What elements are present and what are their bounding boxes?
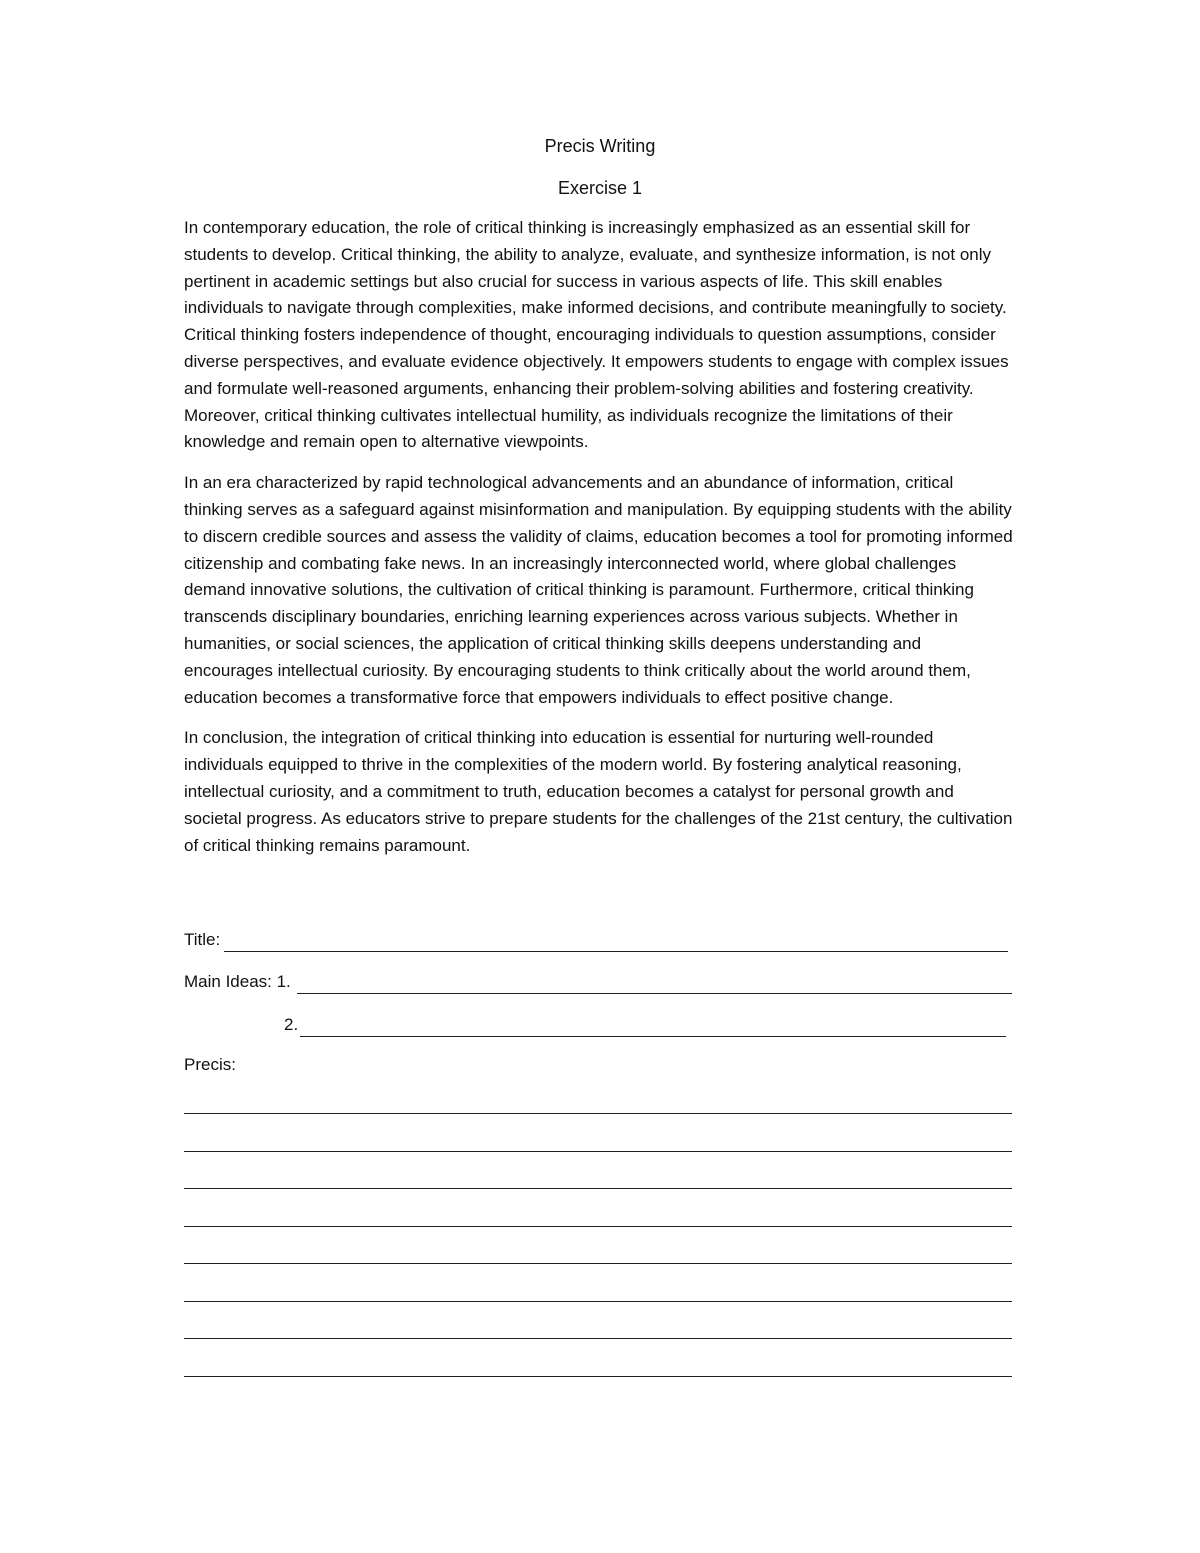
exercise-subtitle: Exercise 1 xyxy=(557,178,643,198)
precis-label: Precis: xyxy=(184,1055,236,1074)
passage-paragraph-1: In contemporary education, the role of critical thinking is increasingly emphasized as an essential skill for students to develop. Critical thinking, the ability to analyze, evaluate, and synthesize information, is not only pertinent in academic settings but also crucial for success in various aspects of life. This skill enables individuals to navigate through complexities, make informed decisions, and contribute meaningfully to society. Critical thinking fosters independence of thought, encouraging individuals to question assumptions, consider diverse perspectives, and evaluate evidence objectively. It empowers students to engage with complex issues and formulate well-reasoned arguments, enhancing their problem-solving abilities and fostering creativity. Moreover, critical thinking cultivates intellectual humility, as individuals recognize the limitations of their knowledge and remain open to alternative viewpoints. xyxy=(184,218,1009,452)
title-field xyxy=(184,928,1008,952)
title-answer-line[interactable] xyxy=(224,933,1008,952)
main-ideas-label: Main Ideas: 1. xyxy=(184,972,291,991)
precis-answer-line[interactable] xyxy=(184,1152,1012,1190)
precis-answer-line[interactable] xyxy=(184,1114,1012,1152)
title-label: Title: xyxy=(184,930,221,949)
precis-answer-line[interactable] xyxy=(184,1302,1012,1340)
main-idea-2-label: 2. xyxy=(284,1015,299,1034)
precis-answer-line[interactable] xyxy=(184,1339,1012,1377)
main-idea-1-field xyxy=(184,970,1012,994)
precis-answer-line[interactable] xyxy=(184,1094,1012,1114)
precis-answer-line[interactable] xyxy=(184,1189,1012,1227)
precis-field xyxy=(184,1053,236,1077)
precis-answer-area xyxy=(184,1094,1012,1377)
page-title: Precis Writing xyxy=(544,136,656,156)
passage-paragraph-2: In an era characterized by rapid technological advancements and an abundance of information, critical thinking serves as a safeguard against misinformation and manipulation. By equipping students with the ability to discern credible sources and assess the validity of claims, education becomes a tool for promoting informed citizenship and combating fake news. In an increasingly interconnected world, where global challenges demand innovative solutions, the cultivation of critical thinking is paramount. Furthermore, critical thinking transcends disciplinary boundaries, enriching learning experiences across various subjects. Whether in humanities, or social sciences, the application of critical thinking skills deepens understanding and encourages intellectual curiosity. By encouraging students to think critically about the world around them, education becomes a transformative force that empowers individuals to effect positive change. xyxy=(184,473,1013,707)
passage xyxy=(184,215,1014,873)
precis-answer-line[interactable] xyxy=(184,1264,1012,1302)
main-idea-1-answer-line[interactable] xyxy=(297,975,1012,994)
main-idea-2-field xyxy=(284,1013,1006,1037)
main-idea-2-answer-line[interactable] xyxy=(300,1018,1006,1037)
precis-answer-line[interactable] xyxy=(184,1227,1012,1265)
passage-paragraph-3: In conclusion, the integration of critical thinking into education is essential for nurturing well-rounded individuals equipped to thrive in the complexities of the modern world. By fostering analytical reasoning, intellectual curiosity, and a commitment to truth, education becomes a catalyst for personal growth and societal progress. As educators strive to prepare students for the challenges of the 21st century, the cultivation of critical thinking remains paramount. xyxy=(184,728,1013,855)
